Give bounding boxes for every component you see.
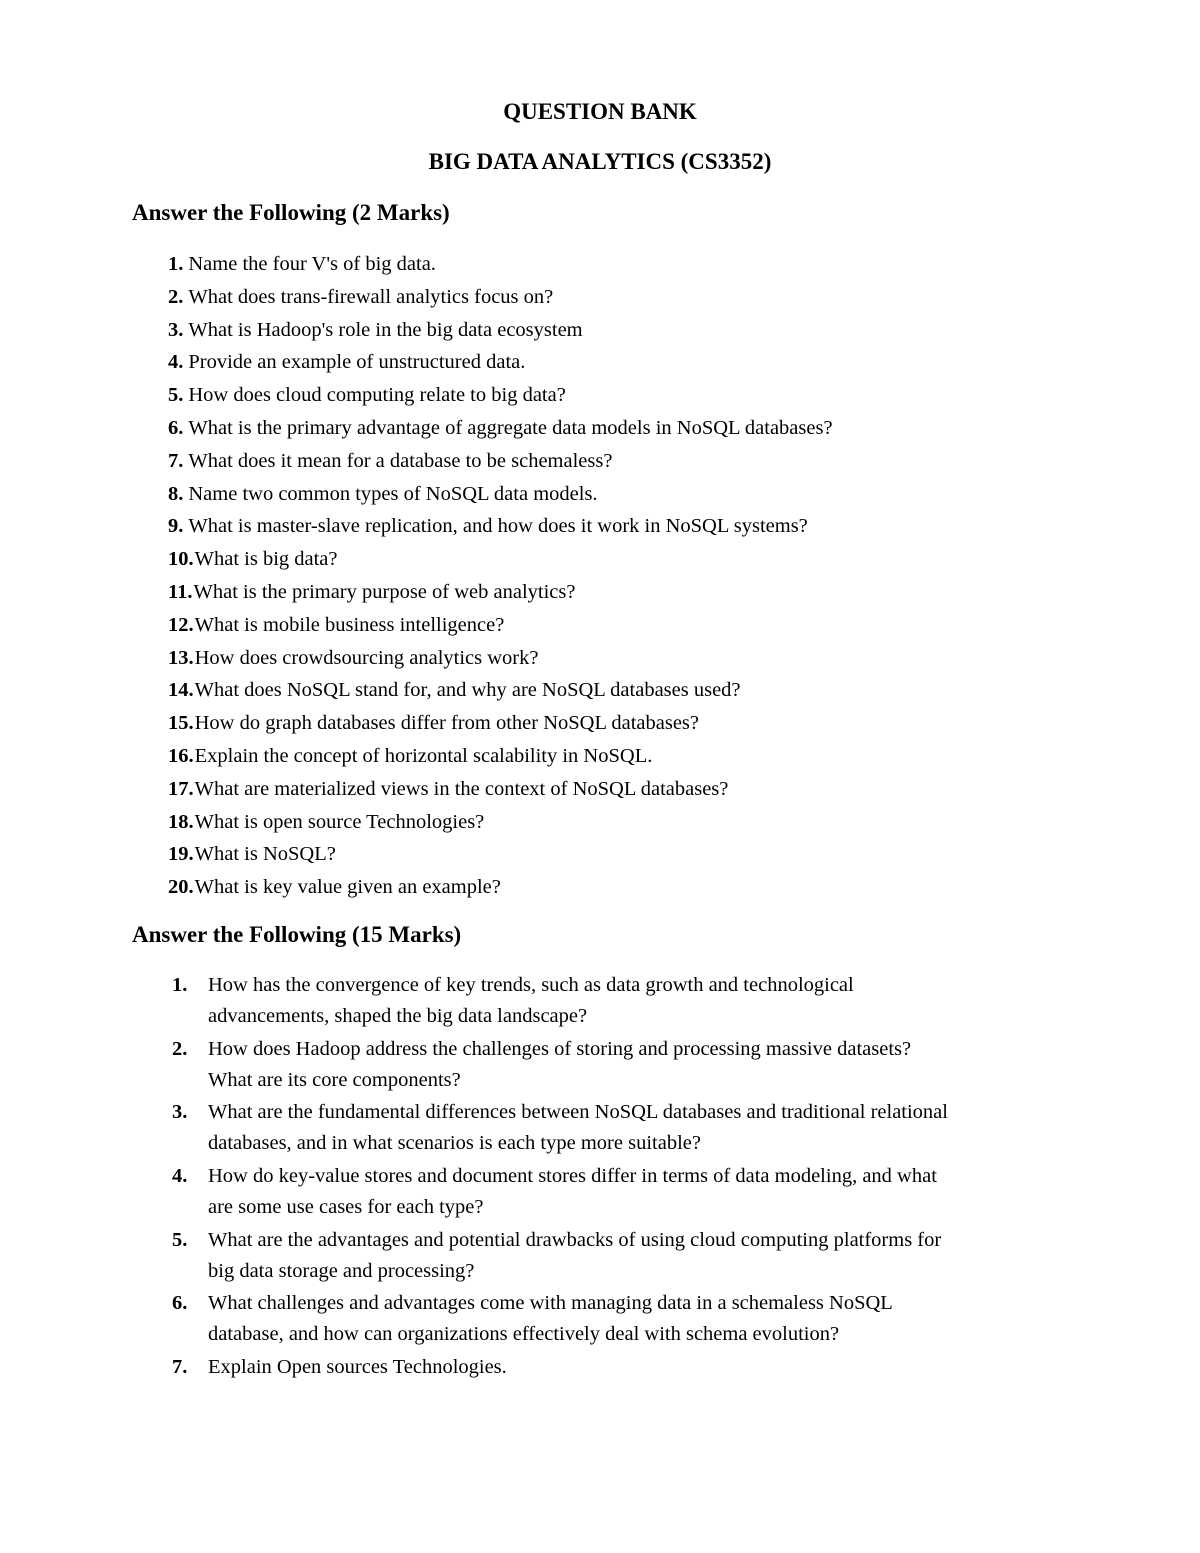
question-item [168, 642, 1068, 675]
question-number: 16. [168, 744, 194, 767]
question-item [168, 806, 1068, 839]
question-number: 6. [168, 416, 184, 439]
question-item [170, 1097, 1070, 1159]
question-number: 15. [168, 712, 194, 735]
question-item [168, 740, 1068, 773]
question-text: What is the primary purpose of web analytics? [193, 580, 576, 603]
question-number: 18. [168, 810, 194, 833]
question-item [168, 478, 1068, 511]
question-item [168, 609, 1068, 642]
question-line-1: Explain Open sources Technologies. [208, 1356, 507, 1379]
question-number: 3. [168, 318, 184, 341]
question-line-2: What are its core components? [208, 1068, 461, 1091]
question-item [168, 707, 1068, 740]
question-item [168, 510, 1068, 543]
question-item [170, 1352, 1070, 1383]
question-number: 13. [168, 646, 194, 669]
question-number: 9. [168, 515, 184, 538]
question-number: 6. [172, 1292, 188, 1315]
question-text: How does crowdsourcing analytics work? [194, 646, 539, 669]
section-heading-2-marks: Answer the Following (2 Marks) [132, 200, 450, 225]
question-line-2: advancements, shaped the big data landscape? [208, 1005, 588, 1027]
question-number: 2. [172, 1037, 188, 1060]
question-number: 5. [168, 384, 184, 407]
question-item [168, 674, 1068, 707]
question-text: What are materialized views in the context of NoSQL databases? [194, 777, 729, 800]
question-item [168, 871, 1068, 904]
question-number: 7. [172, 1356, 188, 1379]
question-item [170, 1034, 1070, 1096]
question-item [168, 281, 1068, 314]
question-number: 7. [168, 449, 184, 472]
question-item [168, 379, 1068, 412]
question-number: 12. [168, 613, 194, 636]
question-number: 1. [168, 253, 184, 275]
question-text: What is master-slave replication, and how does it work in NoSQL systems? [188, 515, 808, 538]
question-line-1: What are the advantages and potential drawbacks of using cloud computing platforms for [208, 1228, 942, 1251]
question-list-2-marks [168, 248, 1068, 904]
question-number: 19. [168, 843, 194, 866]
question-number: 4. [172, 1165, 188, 1188]
question-text: What does NoSQL stand for, and why are NoSQL databases used? [194, 679, 741, 702]
question-item [170, 970, 1070, 1032]
question-text: What is NoSQL? [194, 843, 336, 866]
question-number: 5. [172, 1228, 188, 1251]
question-text: What is open source Technologies? [194, 810, 485, 833]
question-number: 10. [168, 548, 194, 571]
question-number: 14. [168, 679, 194, 702]
question-text: What is big data? [194, 548, 338, 571]
question-line-1: What challenges and advantages come with managing data in a schemaless NoSQL [208, 1292, 893, 1315]
question-item [168, 445, 1068, 478]
question-text: What is mobile business intelligence? [194, 613, 505, 636]
question-item [168, 576, 1068, 609]
question-item [168, 773, 1068, 806]
question-number: 3. [172, 1101, 188, 1124]
question-number: 4. [168, 351, 184, 374]
question-item [168, 412, 1068, 445]
question-number: 20. [168, 876, 194, 899]
question-item [168, 543, 1068, 576]
question-number: 17. [168, 777, 194, 800]
question-line-1: How do key-value stores and document stores differ in terms of data modeling, and what [208, 1165, 937, 1188]
section-heading-15-marks: Answer the Following (15 Marks) [132, 922, 462, 947]
document-title: QUESTION BANK [503, 99, 697, 124]
question-line-1: How does Hadoop address the challenges of storing and processing massive datasets? [208, 1037, 912, 1060]
question-item [170, 1161, 1070, 1223]
question-line-2: are some use cases for each type? [208, 1196, 484, 1219]
question-text: Name the four V's of big data. [188, 253, 436, 275]
question-number: 11. [168, 580, 193, 603]
question-text: What does it mean for a database to be schemaless? [188, 449, 613, 472]
question-number: 1. [172, 974, 188, 996]
question-number: 8. [168, 482, 184, 505]
question-line-1: How has the convergence of key trends, such as data growth and technological [208, 974, 854, 996]
question-list-15-marks [170, 970, 1070, 1385]
question-text: Name two common types of NoSQL data models. [188, 482, 598, 505]
question-text: How does cloud computing relate to big data? [188, 384, 566, 407]
question-number: 2. [168, 285, 184, 308]
document-subtitle: BIG DATA ANALYTICS (CS3352) [428, 149, 772, 174]
question-text: Explain the concept of horizontal scalability in NoSQL. [194, 744, 653, 767]
question-item [168, 248, 1068, 281]
question-item [170, 1288, 1070, 1350]
question-text: What is Hadoop's role in the big data ecosystem [188, 318, 583, 341]
question-item [168, 314, 1068, 347]
question-line-1: What are the fundamental differences between NoSQL databases and traditional relational [208, 1101, 948, 1124]
question-line-2: databases, and in what scenarios is each type more suitable? [208, 1132, 701, 1155]
question-line-2: big data storage and processing? [208, 1259, 475, 1282]
question-item [168, 838, 1068, 871]
question-text: What is the primary advantage of aggregate data models in NoSQL databases? [188, 416, 833, 439]
question-text: Provide an example of unstructured data. [188, 351, 526, 374]
question-text: How do graph databases differ from other NoSQL databases? [194, 712, 699, 735]
question-item [168, 346, 1068, 379]
question-text: What is key value given an example? [194, 876, 501, 899]
question-line-2: database, and how can organizations effectively deal with schema evolution? [208, 1323, 840, 1346]
question-item [170, 1225, 1070, 1287]
question-text: What does trans-firewall analytics focus on? [188, 285, 554, 308]
